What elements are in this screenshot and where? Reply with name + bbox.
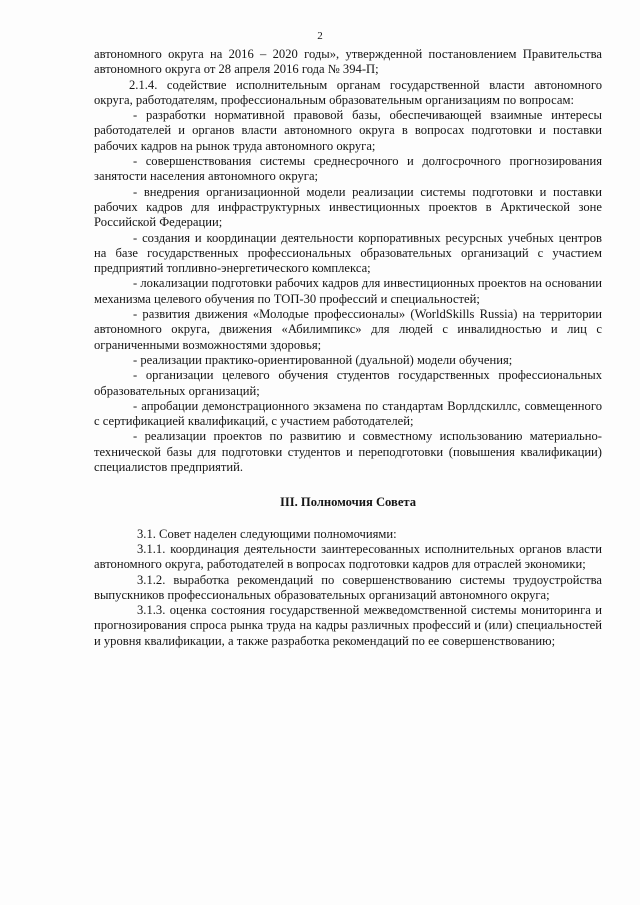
paragraph-3-1: 3.1. Совет наделен следующими полномочиями: [137,526,397,541]
list-item-employment-forecasting: - совершенствования системы среднесрочного и долгосрочного прогнозирования занятости населения автономного округа; [94,154,602,184]
list-item-material-base: - реализации проектов по развитию и совместному использованию материально-технической базы для подготовки студентов и переподготовки (повышения квалификации) специалистов предприятий. [94,429,602,475]
document-body [94,47,602,649]
list-item-organizational-model: - внедрения организационной модели реализации системы подготовки и поставки рабочих кадров для инфраструктурных инвестиционных проектов в Арктической зоне Российской Федерации; [94,184,602,230]
paragraph-program-reference: автономного округа на 2016 – 2020 годы», утвержденной постановлением Правительства автономного округа от 28 апреля 2016 года № 394-П; [94,47,602,77]
list-item-corporate-training-centers: - создания и координации деятельности корпоративных ресурсных учебных центров на базе государственных профессиональных образовательных организаций с участием предприятий топливно-энергетического комплекса; [94,230,602,276]
list-item-worldskills: - развития движения «Молодые профессионалы» (WorldSkills Russia) на территории автономного округа, движения «Абилимпикс» для людей с инвалидностью и лиц с ограниченными возможностями здоровья; [94,307,602,352]
page-number: 2 [317,30,323,42]
section-heading: III. Полномочия Совета [279,495,417,510]
list-item-demo-exam: - апробации демонстрационного экзамена по стандартам Ворлдскиллс, совмещенного с сертификацией квалификаций, с участием работодателей; [94,398,602,429]
list-item-regulatory-base: - разработки нормативной правовой базы, обеспечивающей взаимные интересы работодателей и органов власти автономного округа в вопросах подготовки и поставки рабочих кадров на рынок труда автономного округа; [94,108,602,153]
paragraph-3-1-1: 3.1.1. координация деятельности заинтересованных исполнительных органов власти автономного округа, работодателей в вопросах подготовки кадров для отраслей экономики; [94,541,602,572]
list-item-targeted-training: - организации целевого обучения студентов государственных профессиональных образовательных организаций; [94,368,602,398]
paragraph-3-1-2: 3.1.2. выработка рекомендаций по совершенствованию системы трудоустройства выпускников профессиональных образовательных организаций автономного округа; [94,572,602,602]
list-item-training-localization: - локализации подготовки рабочих кадров для инвестиционных проектов на основании механизма целевого обучения по ТОП-30 профессий и специальностей; [94,276,602,306]
paragraph-2-1-4: 2.1.4. содействие исполнительным органам государственной власти автономного округа, работодателям, профессиональным образовательным организациям по вопросам: [94,77,602,107]
paragraph-3-1-3: 3.1.3. оценка состояния государственной межведомственной системы мониторинга и прогнозирования спроса рынка труда на кадры различных профессий и (или) специальностей и уровня квалификации, а также разработка рекомендаций по ее совершенствованию; [94,603,602,648]
list-item-dual-model: - реализации практико-ориентированной (дуальной) модели обучения; [133,352,513,367]
